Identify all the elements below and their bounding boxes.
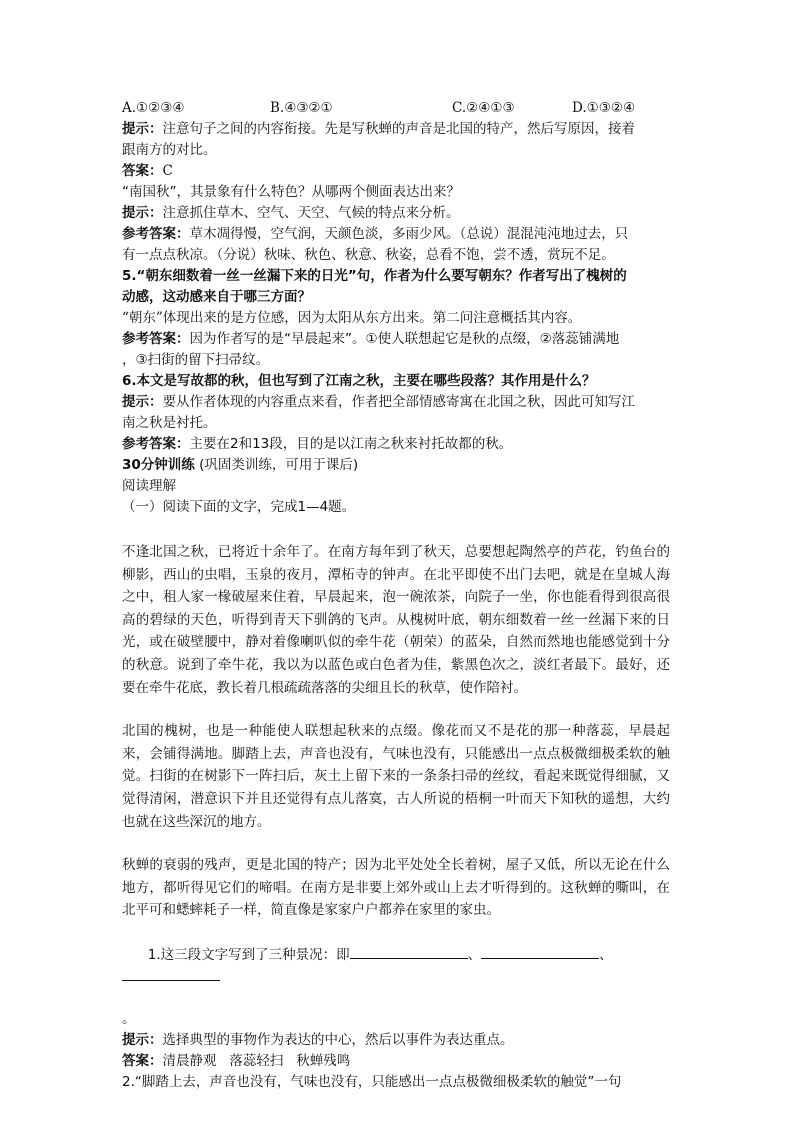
- question-5: 5.“朝东细数着一丝一丝漏下来的日光”句，作者为什么要写朝东？作者写出了槐树的: [122, 268, 627, 284]
- hint-line: [122, 392, 670, 413]
- question-1-text: 1.这三段文字写到了三种景况：即: [147, 946, 350, 963]
- section-title-bold: 30分钟训练: [122, 457, 195, 473]
- reference-text: 草木凋得慢，空气润，天颜色淡，多雨少风。（总说）混混沌沌地过去，只: [189, 226, 629, 242]
- answer-line: [122, 1051, 670, 1072]
- question-6: 6.本文是写故都的秋，但也写到了江南之秋，主要在哪些段落？其作用是什么？: [122, 373, 596, 389]
- separator: 、: [467, 946, 482, 963]
- section-title: [122, 455, 670, 476]
- question-1-end: 。: [122, 1010, 136, 1027]
- reference-label: 参考答案：: [122, 331, 190, 347]
- option-b: B.④③②①: [270, 100, 333, 116]
- reference-text: 主要在2和13段，目的是以江南之秋来衬托故都的秋。: [189, 436, 513, 452]
- hint-text: “朝东”体现出来的是方位感，因为太阳从东方出来。第二问注意概括其内容。: [122, 310, 582, 326]
- answer-label: 答案：: [122, 1052, 163, 1069]
- answer-value: C: [162, 163, 173, 179]
- option-c: C.②④①③: [452, 100, 515, 116]
- hint-text: 注意抓住草木、空气、天空、气候的特点来分析。: [162, 205, 460, 221]
- hint-label: 提示：: [122, 121, 163, 137]
- reference-answer-line: [122, 434, 670, 455]
- option-a: A.①②③④: [122, 100, 185, 116]
- hint-line: [122, 119, 670, 140]
- answer-line: [122, 161, 670, 182]
- question-2: 2.“脚踏上去，声音也没有，气味也没有，只能感出一点点极微细极柔软的触觉”一句: [122, 1073, 622, 1090]
- passage-paragraph-1: 不逢北国之秋，已将近十余年了。在南方每年到了秋天，总要想起陶然亭的芦花，钓鱼台的柳影，西山的虫唱，玉泉的夜月，潭柘寺的钟声。在北平即使不出门去吧，就是在皇城人海之中，租人家一椽破屋来住着，早晨起来，泡一碗浓茶，向院子一坐，你也能看得到很高很高的碧绿的天色，听得到青天下驯鸽的飞声。从槐树叶底，朝东细数着一丝一丝漏下来的日光，或在破壁腰中，静对着像喇叭似的牵牛花（朝荣）的蓝朵，自然而然地也能感觉到十分的秋意。说到了牵牛花，我以为以蓝色或白色者为佳，紫黑色次之，淡红者最下。最好，还要在牵牛花底，教长着几根疏疏落落的尖细且长的秋草，使作陪衬。: [122, 544, 670, 696]
- reference-label: 参考答案：: [122, 436, 190, 452]
- hint-text: 选择典型的事物作为表达的中心，然后以事件为表达重点。: [162, 1031, 514, 1048]
- hint-text: 要从作者体现的内容重点来看，作者把全部情感寄寓在北国之秋，因此可知写江: [162, 394, 635, 410]
- answer-blank-3[interactable]: [122, 966, 220, 981]
- answer-blank-1[interactable]: [350, 944, 468, 959]
- answer-options: [122, 98, 670, 119]
- reference-text-cont: ，③扫街的留下扫帚纹。: [122, 352, 270, 368]
- hint-label: 提示：: [122, 394, 163, 410]
- hint-text: 注意句子之间的内容衔接。先是写秋蝉的声音是北国的特产，然后写原因，接着: [162, 121, 635, 137]
- hint-label: 提示：: [122, 1031, 163, 1048]
- reference-text-cont: 有一点点秋凉。（分说）秋味、秋色、秋意、秋姿，总看不饱，尝不透，赏玩不足。: [122, 247, 615, 263]
- hint-text-cont: 跟南方的对比。: [122, 142, 217, 158]
- section-subtitle: 阅读理解: [122, 478, 176, 494]
- separator: 、: [599, 946, 613, 963]
- answer-blank-2[interactable]: [481, 944, 599, 959]
- section-instruction: （一）阅读下面的文字，完成1—4题。: [122, 499, 356, 515]
- answer-3: 秋蝉残鸣: [296, 1052, 351, 1069]
- question-1: [122, 923, 670, 1009]
- hint-line: [122, 203, 670, 224]
- reference-label: 参考答案：: [122, 226, 190, 242]
- reference-text: 因为作者写的是“早晨起来”。①使人联想起它是秋的点缀，②落蕊铺满地: [189, 331, 620, 347]
- reference-answer-line: [122, 329, 670, 350]
- passage-paragraph-2: 北国的槐树，也是一种能使人联想起秋来的点缀。像花而又不是花的那一种落蕊，早晨起来，会铺得满地。脚踏上去，声音也没有，气味也没有，只能感出一点点极微细极柔软的触觉。扫街的在树影下一阵扫后，灰土上留下来的一条条扫帚的丝纹，看起来既觉得细腻，又觉得清闲，潜意识下并且还觉得有点儿落寞，古人所说的梧桐一叶而天下知秋的遥想，大约也就在这些深沉的地方。: [122, 723, 670, 830]
- answer-2: 落蕊轻扫: [229, 1052, 284, 1069]
- document-body: [122, 98, 670, 1093]
- option-d: D.①③②④: [572, 100, 636, 116]
- hint-text-cont: 南之秋是衬托。: [122, 415, 217, 431]
- answer-1: 清晨静观: [162, 1052, 217, 1069]
- hint-label: 提示：: [122, 205, 163, 221]
- hint-line: [122, 1030, 670, 1051]
- question-text: “南国秋”，其景象有什么特色？从哪两个侧面表达出来？: [122, 184, 460, 200]
- reference-answer-line: [122, 224, 670, 245]
- section-title-note: (巩固类训练，可用于课后): [194, 457, 359, 473]
- question-5-cont: 动感，这动感来自于哪三方面？: [122, 289, 311, 305]
- passage-paragraph-3: 秋蝉的衰弱的残声，更是北国的特产；因为北平处处全长着树，屋子又低，所以无论在什么地方，都听得见它们的啼唱。在南方是非要上郊外或山上去才听得到的。这秋蝉的嘶叫，在北平可和蟋蟀耗子一样，简直像是家家户户都养在家里的家虫。: [122, 857, 670, 919]
- answer-label: 答案：: [122, 163, 163, 179]
